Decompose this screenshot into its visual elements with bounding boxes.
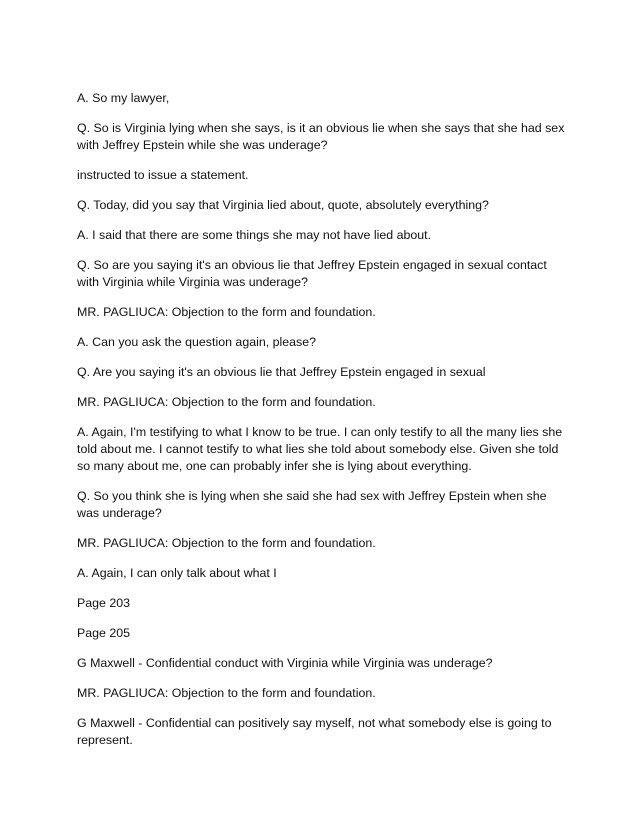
- transcript-paragraph: MR. PAGLIUCA: Objection to the form and foundation.: [77, 395, 376, 409]
- transcript-paragraph: MR. PAGLIUCA: Objection to the form and foundation.: [77, 305, 376, 319]
- transcript-paragraph: Q. Today, did you say that Virginia lied about, quote, absolutely everything?: [77, 198, 489, 212]
- transcript-paragraph: A. So my lawyer,: [77, 91, 170, 105]
- transcript-paragraph: MR. PAGLIUCA: Objection to the form and foundation.: [77, 536, 376, 550]
- transcript-paragraph: MR. PAGLIUCA: Objection to the form and foundation.: [77, 686, 376, 700]
- transcript-paragraph: Q. Are you saying it's an obvious lie that Jeffrey Epstein engaged in sexual: [77, 365, 486, 379]
- transcript-paragraph: Q. So are you saying it's an obvious lie that Jeffrey Epstein engaged in sexual contact with Virginia while Virginia was underage?: [77, 258, 547, 289]
- transcript-paragraph: Q. So is Virginia lying when she says, is it an obvious lie when she says that she had sex with Jeffrey Epstein while she was underage?: [77, 121, 565, 152]
- transcript-paragraph: A. Again, I'm testifying to what I know to be true. I can only testify to all the many lies she told about me. I cannot testify to what lies she told about somebody else. Given she told so many about me, one can probably infer she is lying about everything.: [77, 425, 563, 473]
- transcript-paragraph: instructed to issue a statement.: [77, 168, 249, 182]
- transcript-paragraph: A. I said that there are some things she may not have lied about.: [77, 228, 432, 242]
- transcript-paragraph: G Maxwell - Confidential conduct with Virginia while Virginia was underage?: [77, 656, 493, 670]
- transcript-body: [77, 90, 567, 762]
- transcript-paragraph: A. Again, I can only talk about what I: [77, 566, 277, 580]
- transcript-paragraph: Q. So you think she is lying when she said she had sex with Jeffrey Epstein when she was underage?: [77, 489, 547, 520]
- transcript-paragraph: G Maxwell - Confidential can positively say myself, not what somebody else is going to represent.: [77, 716, 552, 747]
- transcript-paragraph: A. Can you ask the question again, please?: [77, 335, 317, 349]
- page-number: Page 205: [77, 626, 131, 640]
- page-number: Page 203: [77, 596, 131, 610]
